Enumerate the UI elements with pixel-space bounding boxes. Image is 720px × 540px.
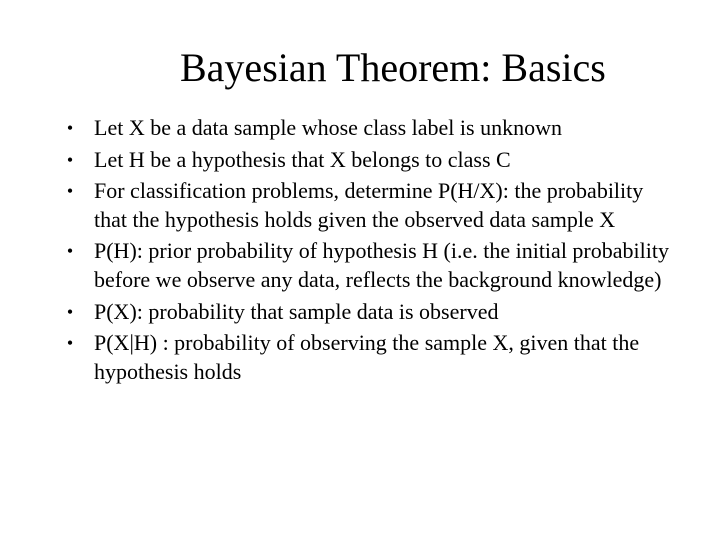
bullet-item <box>60 177 680 234</box>
bullet-item <box>60 298 680 327</box>
bullet-icon: • <box>66 241 74 262</box>
bullet-list <box>60 114 680 389</box>
bullet-text: Let H be a hypothesis that X belongs to class C <box>94 146 511 172</box>
bullet-item <box>60 329 680 386</box>
bullet-icon: • <box>66 301 74 322</box>
bullet-text: Let X be a data sample whose class label is unknown <box>94 115 562 140</box>
bullet-item <box>60 114 680 143</box>
bullet-icon: • <box>66 118 74 138</box>
bullet-text: P(X): probability that sample data is observed <box>94 298 499 324</box>
slide-title: Bayesian Theorem: Basics <box>180 45 606 90</box>
bullet-text: P(H): prior probability of hypothesis H (i.e. the initial probability before we observe any data, reflects the background knowledge) <box>94 238 669 292</box>
bullet-icon: • <box>66 149 74 170</box>
bullet-icon: • <box>66 181 74 202</box>
bullet-item <box>60 237 680 294</box>
bullet-icon: • <box>66 333 74 354</box>
bullet-text: For classification problems, determine P(H/X): the probability that the hypothesis holds given the observed data sample X <box>94 178 644 232</box>
bullet-text: P(X|H) : probability of observing the sample X, given that the hypothesis holds <box>94 330 640 384</box>
bullet-item <box>60 146 680 175</box>
